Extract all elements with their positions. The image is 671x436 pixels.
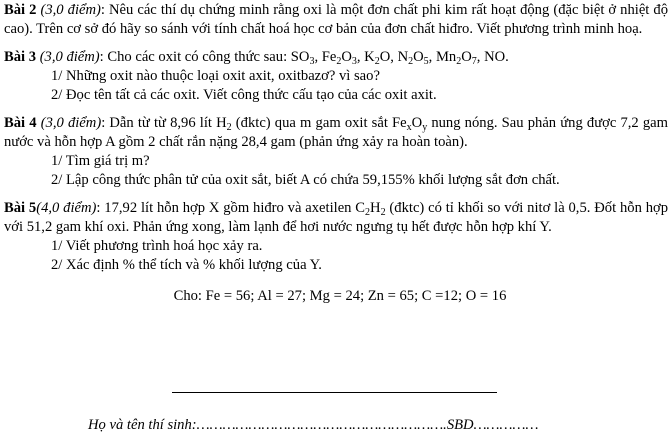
- formula-n2o5: $N_2O_5$: [397, 49, 429, 67]
- formula-so3: $SO_3$: [290, 49, 315, 67]
- problem-2: [4, 1, 668, 39]
- problem-4-item-1: 1/ Tìm giá trị m?: [51, 153, 150, 169]
- problem-5-item-1: 1/ Viết phương trình hoá học xảy ra.: [51, 238, 263, 254]
- formula-no: NO: [484, 49, 506, 65]
- problem-4: [4, 114, 668, 190]
- problem-4-points: (3,0 điểm): [40, 115, 102, 131]
- candidate-info-line: Họ và tên thí sinh:………………………………………………….SBD……………: [88, 417, 539, 433]
- formula-k2o: $K_2O$: [364, 49, 391, 67]
- problem-3: [4, 48, 668, 105]
- problem-4-statement: Bài 4 (3,0 điểm): Dẫn từ từ 8,96 lít $H_2$ (đktc) qua m gam oxit sắt $Fe_xO_y$ nung nóng. Sau phản ứng được 7,2 gam nước và hỗn hợp A gồm 2 chất rắn nặng 28,4 gam (phản ứng xảy ra hoàn toàn).: [4, 115, 668, 150]
- problem-3-title: Bài 3: [4, 49, 37, 65]
- problem-5-item-2: 2/ Xác định % thể tích và % khối lượng của Y.: [51, 257, 322, 273]
- problem-2-points: (3,0 điểm): [40, 2, 101, 18]
- exam-page: [4, 1, 668, 306]
- problem-5-title: Bài 5: [4, 200, 37, 216]
- problem-3-intro: : Cho các oxit có công thức sau:: [99, 49, 291, 65]
- formula-fe2o3: $Fe_2O_3$: [321, 49, 357, 67]
- problem-4-item-2: 2/ Lập công thức phân tử của oxit sắt, biết A có chứa 59,155% khối lượng sắt đơn chất.: [51, 172, 560, 188]
- problem-2-text: [4, 1, 668, 39]
- problem-2-body: : Nêu các thí dụ chứng minh rằng oxi là một đơn chất phi kim rất hoạt động (đặc biệt ở nhiệt độ cao). Trên cơ sở đó hãy so sánh với tính chất hoá học cơ bản của đơn chất hiđro. Viết phương trình minh hoạ.: [4, 2, 669, 37]
- problem-2-title: Bài 2: [4, 2, 37, 18]
- problem-3-points: (3,0 điểm): [39, 49, 100, 65]
- problem-3-item-1: 1/ Những oxit nào thuộc loại oxit axit, oxitbazơ? vì sao?: [51, 68, 380, 84]
- problem-5-points: (4,0 điểm): [36, 200, 97, 216]
- separator-line: [172, 392, 497, 393]
- problem-3-statement: Bài 3 (3,0 điểm): Cho các oxit có công thức sau: $SO_3$, $Fe_2O_3$, $K_2O$, $N_2O_5$, $Mn_2O_7$, NO.: [4, 49, 509, 67]
- atomic-masses: Cho: Fe = 56; Al = 27; Mg = 24; Zn = 65; C =12; O = 16: [173, 288, 507, 304]
- problem-5: [4, 199, 668, 275]
- problem-5-statement: Bài 5(4,0 điểm): 17,92 lít hỗn hợp X gồm hiđro và axetilen $C_2H_2$ (đktc) có tỉ khối so với nitơ là 0,5. Đốt hỗn hợp với 51,2 gam khí oxi. Phản ứng xong, làm lạnh để hơi nước ngưng tụ hết được hỗn hợp khí Y.: [4, 200, 669, 235]
- problem-3-item-2: 2/ Đọc tên tất cả các oxit. Viết công thức cấu tạo của các oxit axit.: [51, 87, 437, 103]
- formula-mn2o7: $Mn_2O_7$: [435, 49, 477, 67]
- problem-4-title: Bài 4: [4, 115, 37, 131]
